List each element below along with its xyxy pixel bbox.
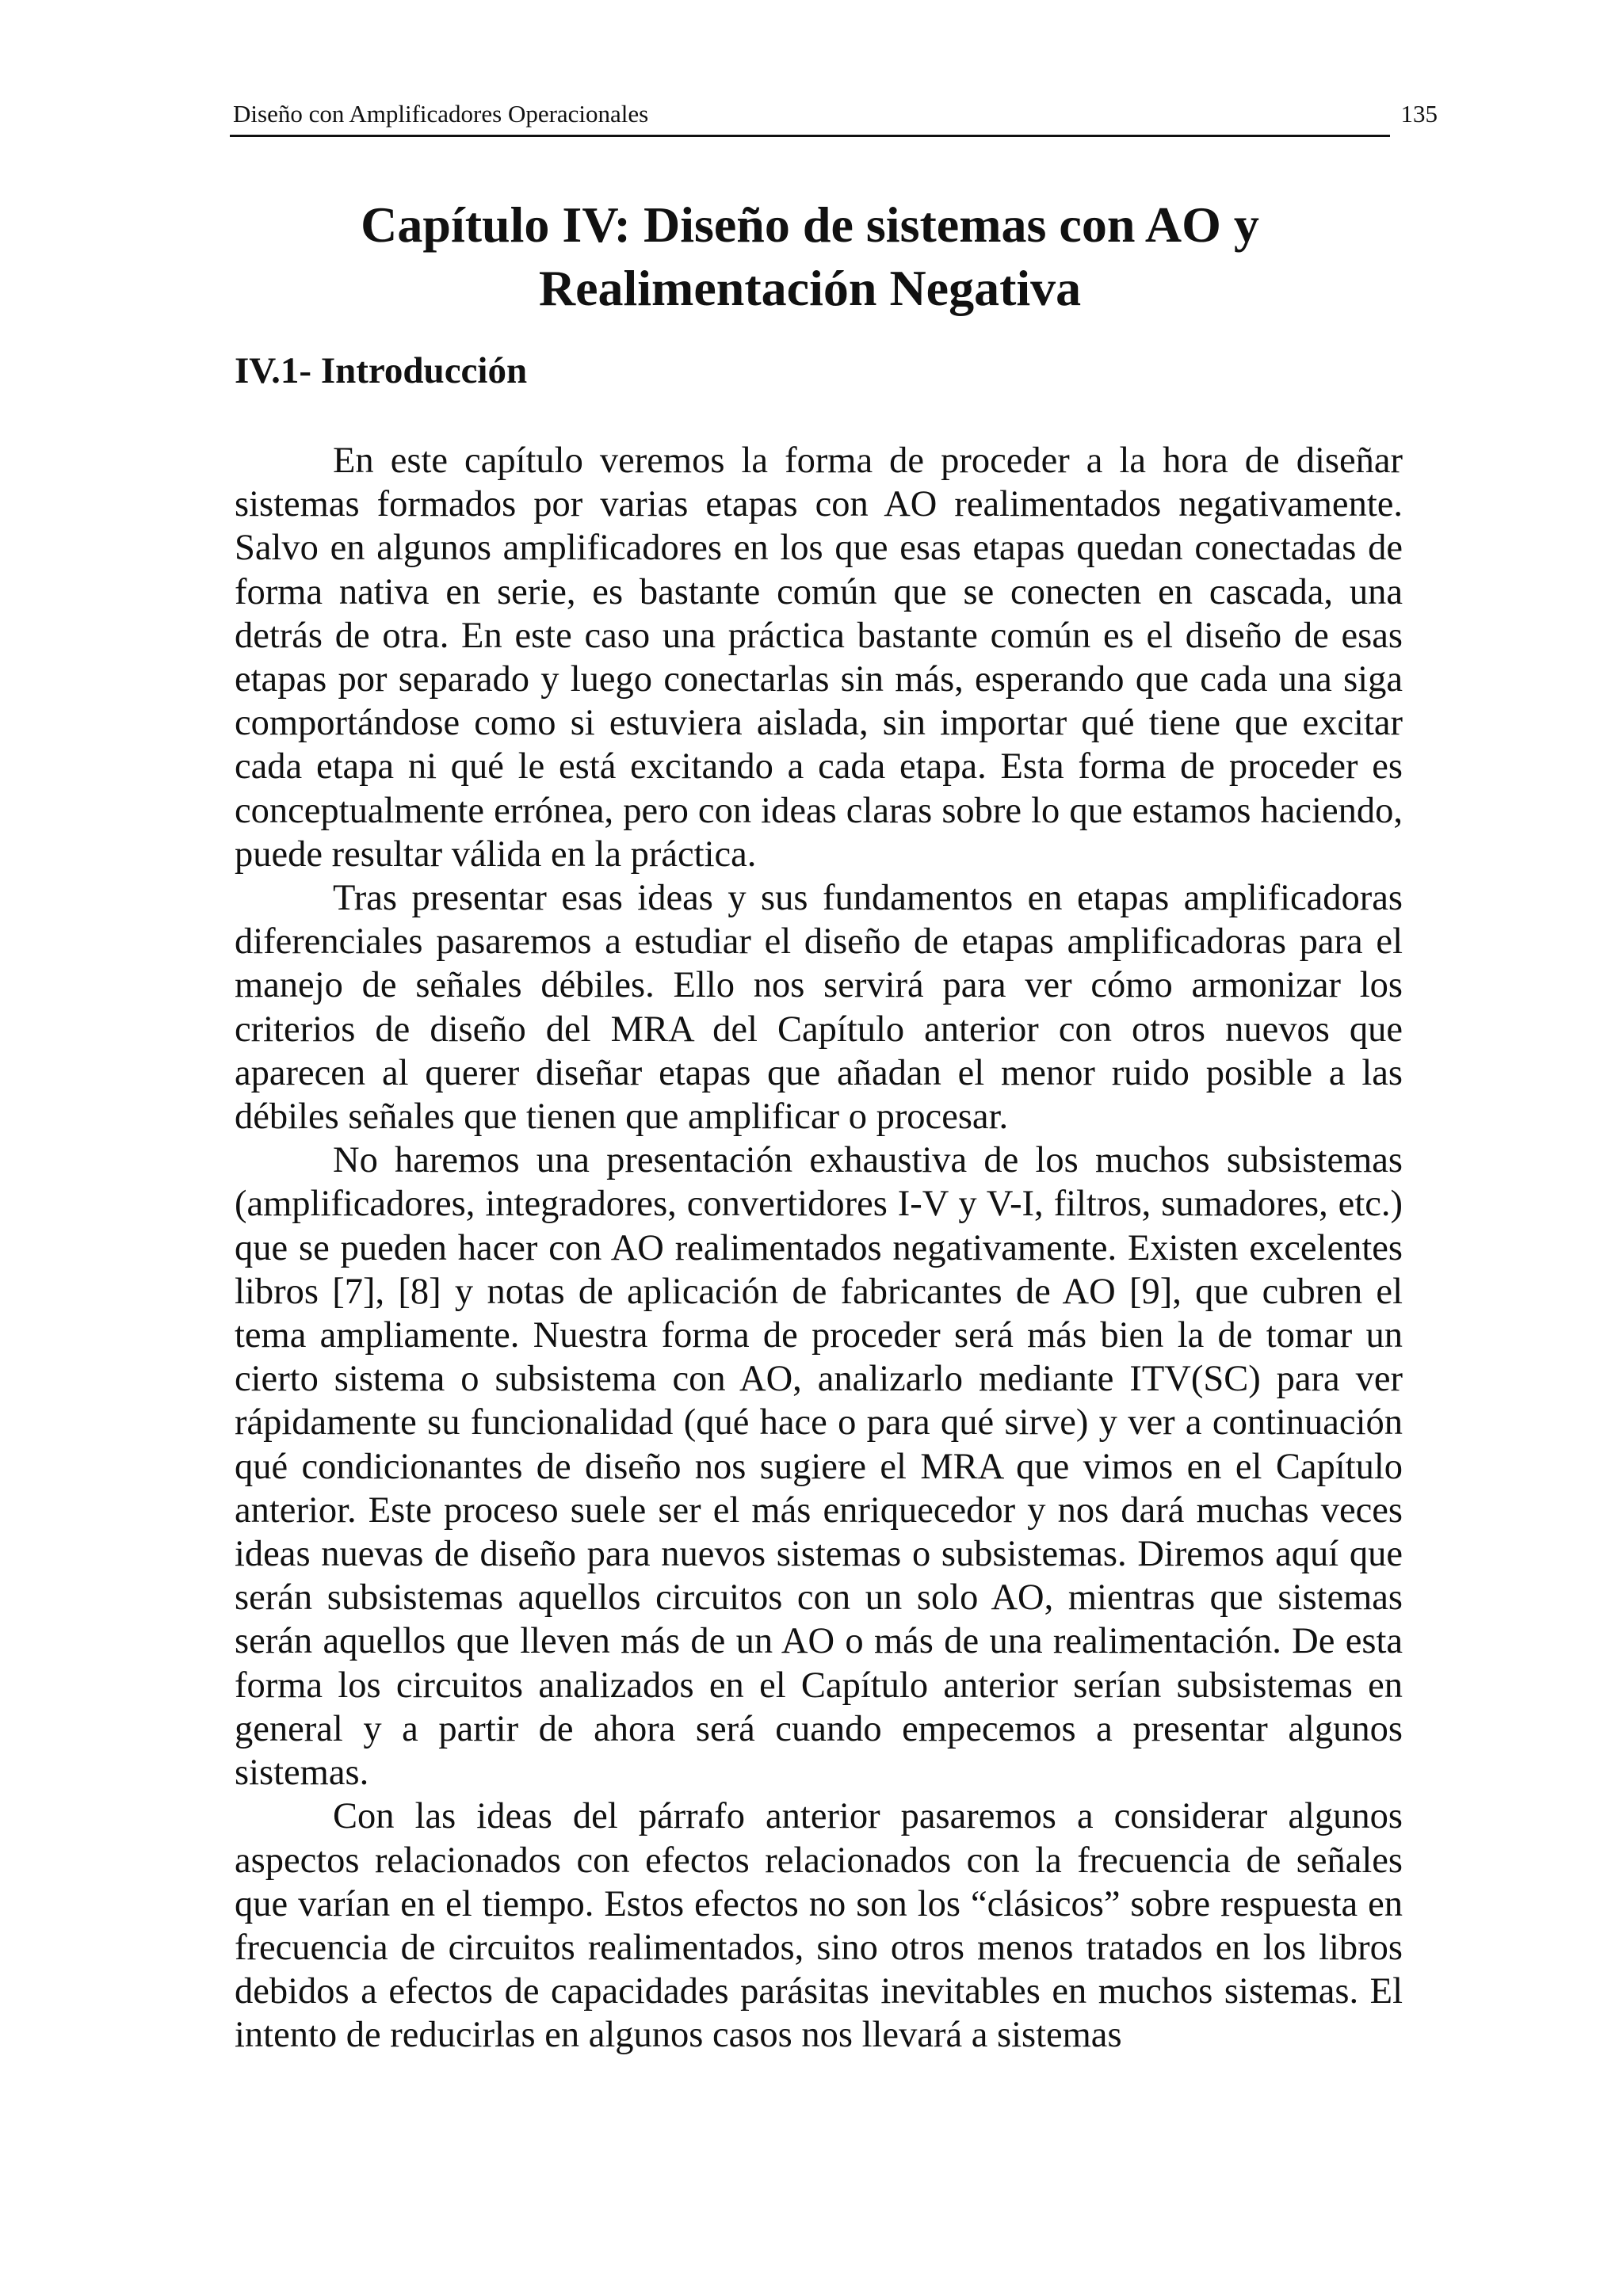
page-number: 135 (1400, 100, 1438, 128)
paragraph: Tras presentar esas ideas y sus fundamentos en etapas amplificadoras diferenciales pasaremos a estudiar el diseño de etapas amplificadoras para el manejo de señales débiles. Ello nos servirá para ver cómo armonizar los criterios de diseño del MRA del Capítulo anterior con otros nuevos que aparecen al querer diseñar etapas que añadan el menor ruido posible a las débiles señales que tienen que amplificar o procesar. (235, 878, 1403, 1138)
chapter-title-line-2: Realimentación Negativa (538, 260, 1082, 316)
chapter-title (230, 193, 1390, 320)
section-heading: IV.1- Introducción (235, 350, 528, 391)
paragraph: En este capítulo veremos la forma de proceder a la hora de diseñar sistemas formados por varias etapas con AO realimentados negativamente. Salvo en algunos amplificadores en los que esas etapas quedan conectadas de forma nativa en serie, es bastante común que se conecten en cascada, una detrás de otra. En este caso una práctica bastante común es el diseño de esas etapas por separado y luego conectarlas sin más, esperando que cada una siga comportándose como si estuviera aislada, sin importar qué tiene que excitar cada etapa ni qué le está excitando a cada etapa. Esta forma de proceder es conceptualmente errónea, pero con ideas claras sobre lo que estamos haciendo, puede resultar válida en la práctica. (235, 441, 1403, 875)
paragraph: Con las ideas del párrafo anterior pasaremos a considerar algunos aspectos relacionados con efectos relacionados con la frecuencia de señales que varían en el tiempo. Estos efectos no son los “clásicos” sobre respuesta en frecuencia de circuitos realimentados, sino otros menos tratados en los libros debidos a efectos de capacidades parásitas inevitables en muchos sistemas. El intento de reducirlas en algunos casos nos llevará a sistemas (235, 1796, 1403, 2056)
body-text (235, 439, 1403, 2058)
chapter-title-line-1: Capítulo IV: Diseño de sistemas con AO y (361, 196, 1259, 253)
paragraph: No haremos una presentación exhaustiva de los muchos subsistemas (amplificadores, integradores, convertidores I-V y V-I, filtros, sumadores, etc.) que se pueden hacer con AO realimentados negativamente. Existen excelentes libros [7], [8] y notas de aplicación de fabricantes de AO [9], que cubren el tema ampliamente. Nuestra forma de proceder será más bien la de tomar un cierto sistema o subsistema con AO, analizarlo mediante ITV(SC) para ver rápidamente su funcionalidad (qué hace o para qué sirve) y ver a continuación qué condicionantes de diseño nos sugiere el MRA que vimos en el Capítulo anterior. Este proceso suele ser el más enriquecedor y nos dará muchas veces ideas nuevas de diseño para nuevos sistemas o subsistemas. Diremos aquí que serán subsistemas aquellos circuitos con un solo AO, mientras que sistemas serán aquellos que lleven más de un AO o más de una realimentación. De esta forma los circuitos analizados en el Capítulo anterior serían subsistemas en general y a partir de ahora será cuando empecemos a presentar algunos sistemas. (235, 1140, 1403, 1794)
running-header (230, 93, 1438, 137)
book-title: Diseño con Amplificadores Operacionales (233, 100, 649, 128)
